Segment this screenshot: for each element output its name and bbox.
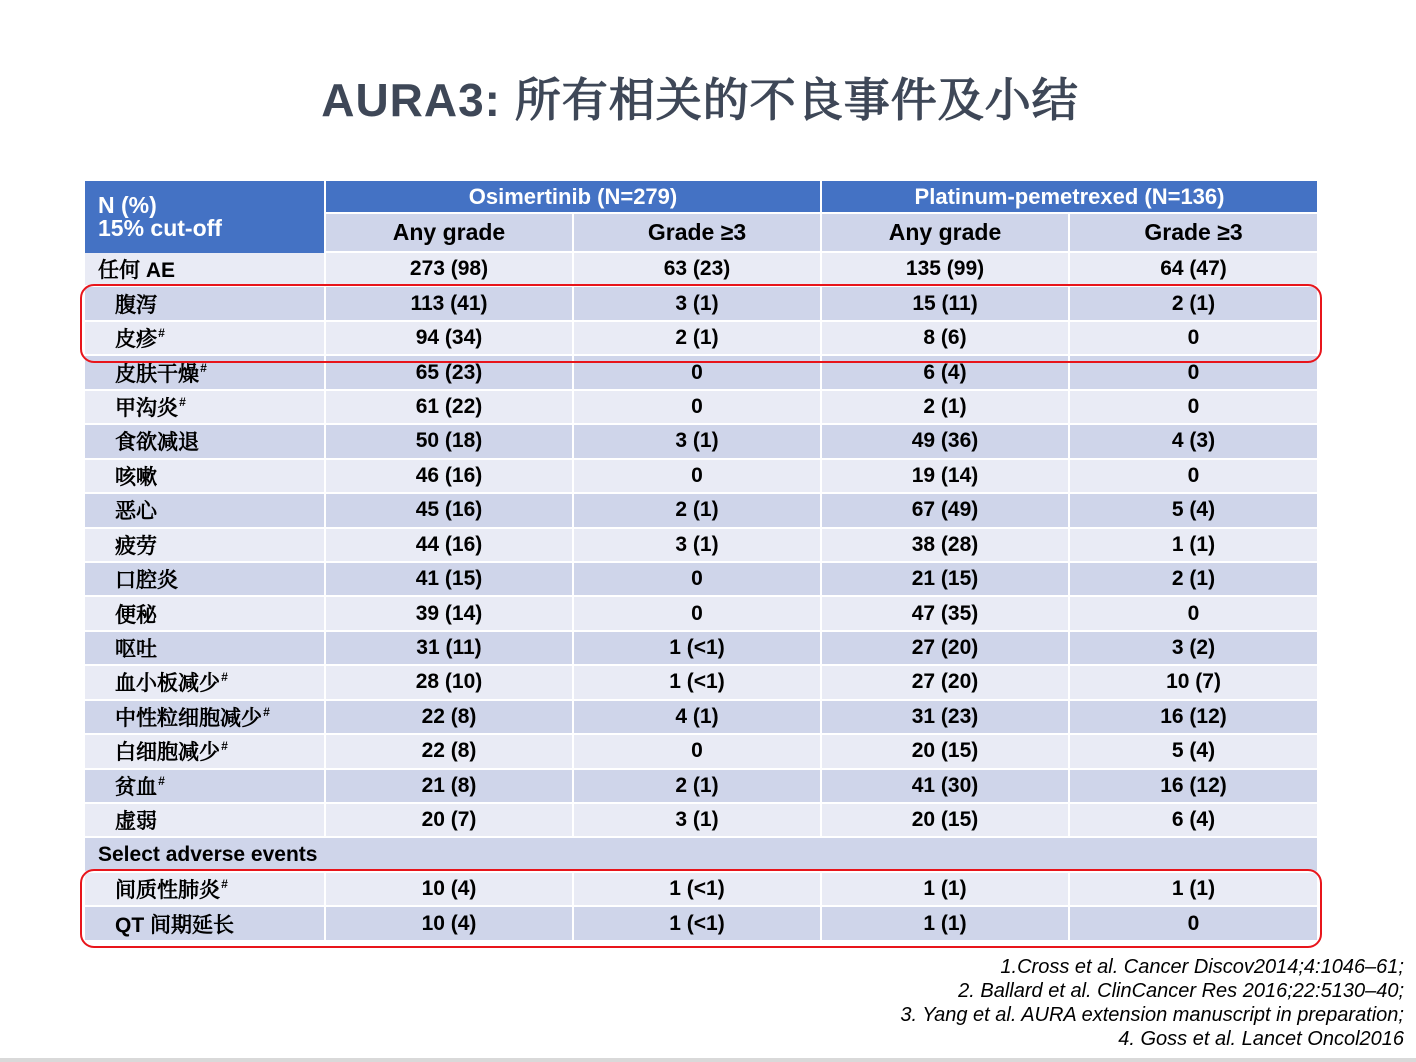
value-cell: 38 (28) xyxy=(822,529,1070,563)
subheader-grade-3: Grade ≥3 xyxy=(1070,214,1319,253)
ae-name-cell xyxy=(85,494,326,528)
ae-name-cell xyxy=(85,425,326,459)
value-cell: 0 xyxy=(574,597,822,631)
value-cell: 15 (11) xyxy=(822,287,1070,321)
table-row xyxy=(85,425,1319,459)
value-cell: 20 (7) xyxy=(326,804,574,838)
ae-name: 白细胞减少 xyxy=(115,741,220,765)
value-cell: 1 (<1) xyxy=(574,666,822,700)
table-row xyxy=(85,666,1319,700)
value-cell: 3 (2) xyxy=(1070,632,1319,666)
value-cell: 6 (4) xyxy=(1070,804,1319,838)
value-cell: 1 (<1) xyxy=(574,907,822,941)
ae-name-cell xyxy=(85,632,326,666)
ae-name-cell xyxy=(85,253,326,287)
ae-name-cell xyxy=(85,735,326,769)
value-cell: 41 (15) xyxy=(326,563,574,597)
value-cell: 1 (1) xyxy=(1070,873,1319,907)
corner-line-2: 15% cut-off xyxy=(98,215,222,241)
table-row xyxy=(85,460,1319,494)
value-cell: 94 (34) xyxy=(326,322,574,356)
corner-header xyxy=(85,181,326,253)
bottom-divider xyxy=(0,1058,1416,1062)
footnote-mark: # xyxy=(221,739,228,754)
value-cell: 2 (1) xyxy=(822,391,1070,425)
value-cell: 3 (1) xyxy=(574,287,822,321)
table-row xyxy=(85,253,1319,287)
value-cell: 10 (7) xyxy=(1070,666,1319,700)
value-cell: 61 (22) xyxy=(326,391,574,425)
header-row-groups xyxy=(85,181,1319,214)
table-row xyxy=(85,391,1319,425)
value-cell: 3 (1) xyxy=(574,425,822,459)
value-cell: 8 (6) xyxy=(822,322,1070,356)
value-cell: 0 xyxy=(1070,356,1319,390)
value-cell: 20 (15) xyxy=(822,804,1070,838)
value-cell: 0 xyxy=(1070,391,1319,425)
value-cell: 50 (18) xyxy=(326,425,574,459)
value-cell: 0 xyxy=(574,356,822,390)
section-row xyxy=(85,838,1319,872)
value-cell: 1 (1) xyxy=(1070,529,1319,563)
value-cell: 0 xyxy=(574,563,822,597)
ae-name-cell xyxy=(85,460,326,494)
ae-name-cell xyxy=(85,391,326,425)
value-cell: 2 (1) xyxy=(574,322,822,356)
table-row xyxy=(85,735,1319,769)
value-cell: 0 xyxy=(1070,597,1319,631)
highlight-box-select-events xyxy=(80,869,1322,948)
ae-name: 皮肤干燥 xyxy=(115,362,199,386)
ae-name: 中性粒细胞减少 xyxy=(115,706,262,730)
ae-name: 虚弱 xyxy=(115,810,157,834)
value-cell: 46 (16) xyxy=(326,460,574,494)
value-cell: 45 (16) xyxy=(326,494,574,528)
value-cell: 0 xyxy=(574,735,822,769)
value-cell: 21 (15) xyxy=(822,563,1070,597)
value-cell: 6 (4) xyxy=(822,356,1070,390)
value-cell: 0 xyxy=(574,460,822,494)
value-cell: 2 (1) xyxy=(574,494,822,528)
value-cell: 22 (8) xyxy=(326,701,574,735)
value-cell: 4 (3) xyxy=(1070,425,1319,459)
ae-name: 咳嗽 xyxy=(115,465,157,489)
footnote-mark: # xyxy=(200,360,207,375)
value-cell: 49 (36) xyxy=(822,425,1070,459)
ae-name: 口腔炎 xyxy=(115,569,178,593)
reference-1: 1.Cross et al. Cancer Discov2014;4:1046–61; xyxy=(1000,956,1404,978)
reference-2: 2. Ballard et al. ClinCancer Res 2016;22:5130–40; xyxy=(958,980,1404,1002)
value-cell: 39 (14) xyxy=(326,597,574,631)
ae-name-cell xyxy=(85,701,326,735)
reference-3: 3. Yang et al. AURA extension manuscript in preparation; xyxy=(900,1004,1404,1026)
value-cell: 16 (12) xyxy=(1070,770,1319,804)
value-cell: 19 (14) xyxy=(822,460,1070,494)
value-cell: 0 xyxy=(1070,322,1319,356)
ae-name: 恶心 xyxy=(115,500,157,524)
highlight-box-diarrhea-rash xyxy=(80,284,1322,363)
value-cell: 4 (1) xyxy=(574,701,822,735)
value-cell: 44 (16) xyxy=(326,529,574,563)
ae-name: 皮疹 xyxy=(115,328,157,352)
value-cell: 5 (4) xyxy=(1070,735,1319,769)
value-cell: 10 (4) xyxy=(326,907,574,941)
value-cell: 10 (4) xyxy=(326,873,574,907)
footnote-mark: # xyxy=(179,394,186,409)
ae-name: 疲劳 xyxy=(115,534,157,558)
footnote-mark: # xyxy=(263,704,270,719)
ae-name-cell xyxy=(85,666,326,700)
value-cell: 0 xyxy=(1070,907,1319,941)
ae-name: 任何 AE xyxy=(98,259,176,283)
value-cell: 1 (1) xyxy=(822,873,1070,907)
table-row xyxy=(85,494,1319,528)
value-cell: 273 (98) xyxy=(326,253,574,287)
subheader-any-grade: Any grade xyxy=(326,214,574,253)
ae-name: 食欲减退 xyxy=(115,431,199,455)
ae-name-cell xyxy=(85,770,326,804)
value-cell: 1 (1) xyxy=(822,907,1070,941)
references xyxy=(900,955,1404,1051)
value-cell: 113 (41) xyxy=(326,287,574,321)
ae-name: 血小板减少 xyxy=(115,672,220,696)
table-row xyxy=(85,563,1319,597)
value-cell: 27 (20) xyxy=(822,666,1070,700)
subheader-any-grade: Any grade xyxy=(822,214,1070,253)
ae-name: 贫血 xyxy=(115,775,157,799)
footnote-mark: # xyxy=(158,773,165,788)
ae-name: 甲沟炎 xyxy=(115,396,178,420)
value-cell: 64 (47) xyxy=(1070,253,1319,287)
table-row xyxy=(85,804,1319,838)
value-cell: 0 xyxy=(1070,460,1319,494)
value-cell: 0 xyxy=(574,391,822,425)
value-cell: 27 (20) xyxy=(822,632,1070,666)
table-row xyxy=(85,529,1319,563)
value-cell: 22 (8) xyxy=(326,735,574,769)
value-cell: 28 (10) xyxy=(326,666,574,700)
value-cell: 3 (1) xyxy=(574,529,822,563)
value-cell: 5 (4) xyxy=(1070,494,1319,528)
ae-name: 间质性肺炎 xyxy=(115,879,220,903)
ae-name: 腹泻 xyxy=(115,293,157,317)
subheader-grade-3: Grade ≥3 xyxy=(574,214,822,253)
ae-name-cell xyxy=(85,563,326,597)
ae-name: 呕吐 xyxy=(115,638,157,662)
ae-name-cell xyxy=(85,597,326,631)
table-row xyxy=(85,770,1319,804)
value-cell: 31 (23) xyxy=(822,701,1070,735)
value-cell: 31 (11) xyxy=(326,632,574,666)
value-cell: 2 (1) xyxy=(1070,287,1319,321)
section-label: Select adverse events xyxy=(85,838,1319,872)
slide-title: AURA3: 所有相关的不良事件及小结 xyxy=(321,74,1079,126)
value-cell: 3 (1) xyxy=(574,804,822,838)
table-row xyxy=(85,597,1319,631)
reference-4: 4. Goss et al. Lancet Oncol2016 xyxy=(1118,1028,1404,1050)
value-cell: 20 (15) xyxy=(822,735,1070,769)
ae-name: 便秘 xyxy=(115,603,157,627)
value-cell: 65 (23) xyxy=(326,356,574,390)
value-cell: 135 (99) xyxy=(822,253,1070,287)
value-cell: 63 (23) xyxy=(574,253,822,287)
table-row xyxy=(85,632,1319,666)
corner-line-1: N (%) xyxy=(98,192,157,218)
value-cell: 41 (30) xyxy=(822,770,1070,804)
footnote-mark: # xyxy=(221,877,228,892)
value-cell: 1 (<1) xyxy=(574,632,822,666)
ae-name: QT 间期延长 xyxy=(115,913,234,937)
value-cell: 2 (1) xyxy=(1070,563,1319,597)
footnote-mark: # xyxy=(158,326,165,341)
group-header-platinum: Platinum-pemetrexed (N=136) xyxy=(822,181,1319,214)
value-cell: 2 (1) xyxy=(574,770,822,804)
value-cell: 47 (35) xyxy=(822,597,1070,631)
ae-name-cell xyxy=(85,804,326,838)
value-cell: 1 (<1) xyxy=(574,873,822,907)
table-row xyxy=(85,701,1319,735)
value-cell: 16 (12) xyxy=(1070,701,1319,735)
value-cell: 21 (8) xyxy=(326,770,574,804)
group-header-osimertinib: Osimertinib (N=279) xyxy=(326,181,822,214)
value-cell: 67 (49) xyxy=(822,494,1070,528)
footnote-mark: # xyxy=(221,670,228,685)
ae-name-cell xyxy=(85,529,326,563)
